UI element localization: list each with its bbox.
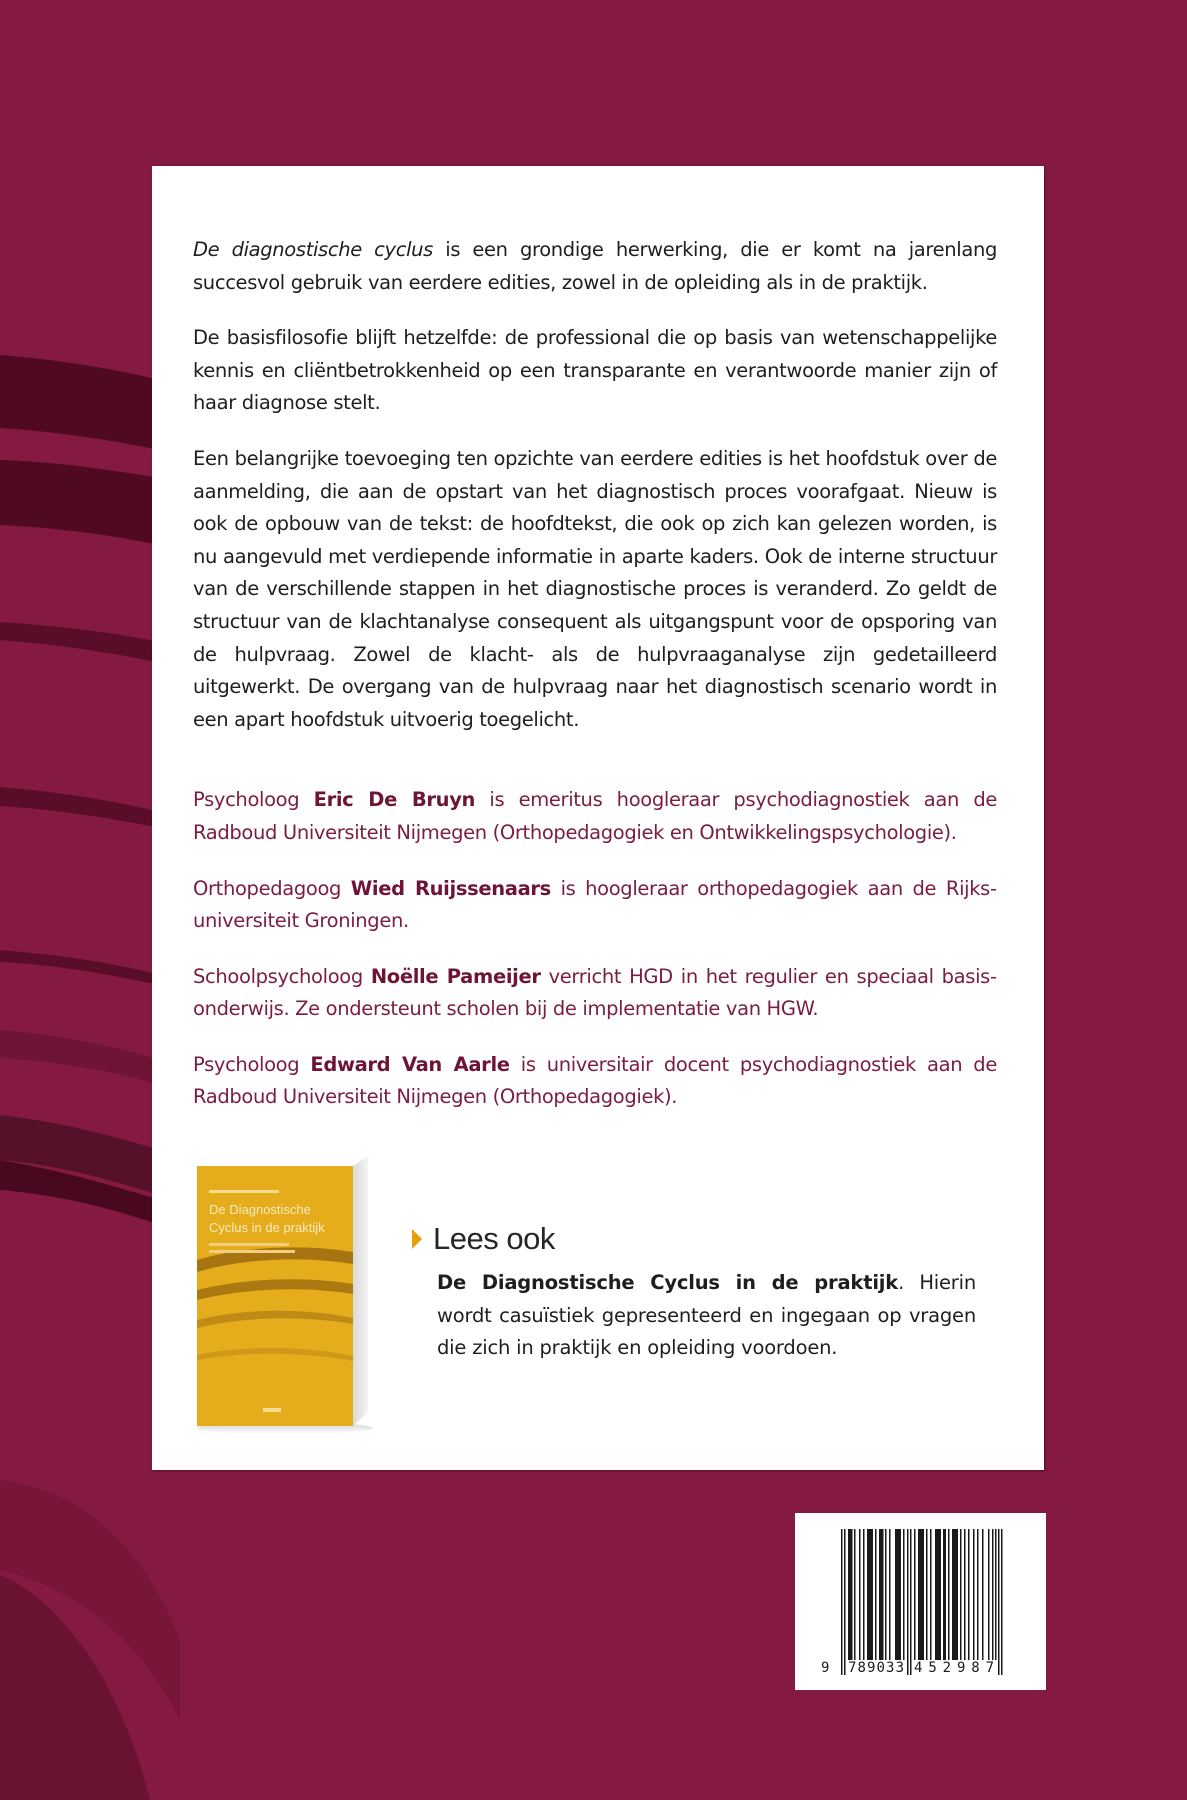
book-cover-title-line2: Cyclus in de praktijk [209,1220,325,1235]
triangle-bullet-icon [412,1229,422,1249]
author-name: Edward Van Aarle [310,1052,510,1076]
intro-paragraph-3: Een belangrijke toevoeging ten opzichte van eerdere edities is het hoofdstuk over de aanmelding, die aan de opstart van het diagnostisch proces voorafgaat. Nieuw is ook de opbouw van de tekst: de hoofdtekst, die ook op zich kan gelezen worden, is nu aangevuld met verdiepende informatie in aparte kaders. Ook de interne structuur van de verschillende stappen in het diagnostische proces is veranderd. Zo geldt de structuur van de klachtanalyse consequent als uitgangspunt voor de opsporing van de hulpvraag. Zowel de klacht- als de hulpvraaganalyse zijn gedetailleerd uitgewerkt. De overgang van de hulpvraag naar het diagnostisch scenario wordt in een apart hoofdstuk uitvoerig toegelicht. [193,446,997,731]
barcode-first-digit: 9 [821,1660,830,1676]
book-cover-title-line1: De Diagnostische [209,1202,311,1217]
intro-paragraph-1: De diagnostische cyclus is een grondige herwerking, die er komt na jarenlang succesvol gebruik van eerdere edities, zowel in de opleiding als in de praktijk. [193,238,997,294]
back-cover-card [152,166,1044,1470]
author-name: Wied Ruijssenaars [350,876,551,900]
author-bio: Schoolpsycholoog Noëlle Pameijer verricht HGD in het regulier en speciaal basisonderwijs. Ze ondersteunt scholen bij de implementatie van HGW. [193,964,997,1021]
barcode-digits-group1: 789033 [848,1660,904,1676]
description-column [193,234,997,1114]
lees-ook-heading: Lees ook [412,1221,957,1257]
author-bio: Psycholoog Edward Van Aarle is universitair docent psychodiagnostiek aan de Radboud Universiteit Nijmegen (Orthopedagogiek). [193,1052,997,1109]
intro-paragraph-2: De basisfilosofie blijft hetzelfde: de professional die op basis van wetenschappelijke kennis en cliëntbetrokkenheid op een transparante en verantwoorde manier zijn of haar diagnose stelt. [193,326,997,415]
barcode-bars [795,1513,1046,1690]
related-book-title: De Diagnostische Cyclus in de praktijk [437,1271,899,1294]
author-name: Noëlle Pameijer [370,964,541,988]
lees-ook-description: De Diagnostische Cyclus in de praktijk. Hierin wordt casuïstiek gepresenteerd en ingegaan op vragen die zich in praktijk en opleiding voordoen. [437,1271,976,1360]
author-name: Eric De Bruyn [313,788,476,812]
related-book-cover-image [195,1150,375,1435]
authors-section [193,784,997,1114]
barcode-digits-group2: 452987 [914,1660,994,1676]
book-title-italic: De diagnostische cyclus [193,238,433,261]
isbn-barcode [795,1513,1046,1690]
author-bio: Psycholoog Eric De Bruyn is emeritus hoogleraar psychodiagnostiek aan de Radboud Universiteit Nijmegen (Orthopedagogiek en Ontwikkelingspsychologie). [193,788,997,844]
author-bio: Orthopedagoog Wied Ruijssenaars is hoogleraar orthopedagogiek aan de Rijksuniversiteit Groningen. [193,876,998,933]
lees-ook-section [412,1221,976,1365]
